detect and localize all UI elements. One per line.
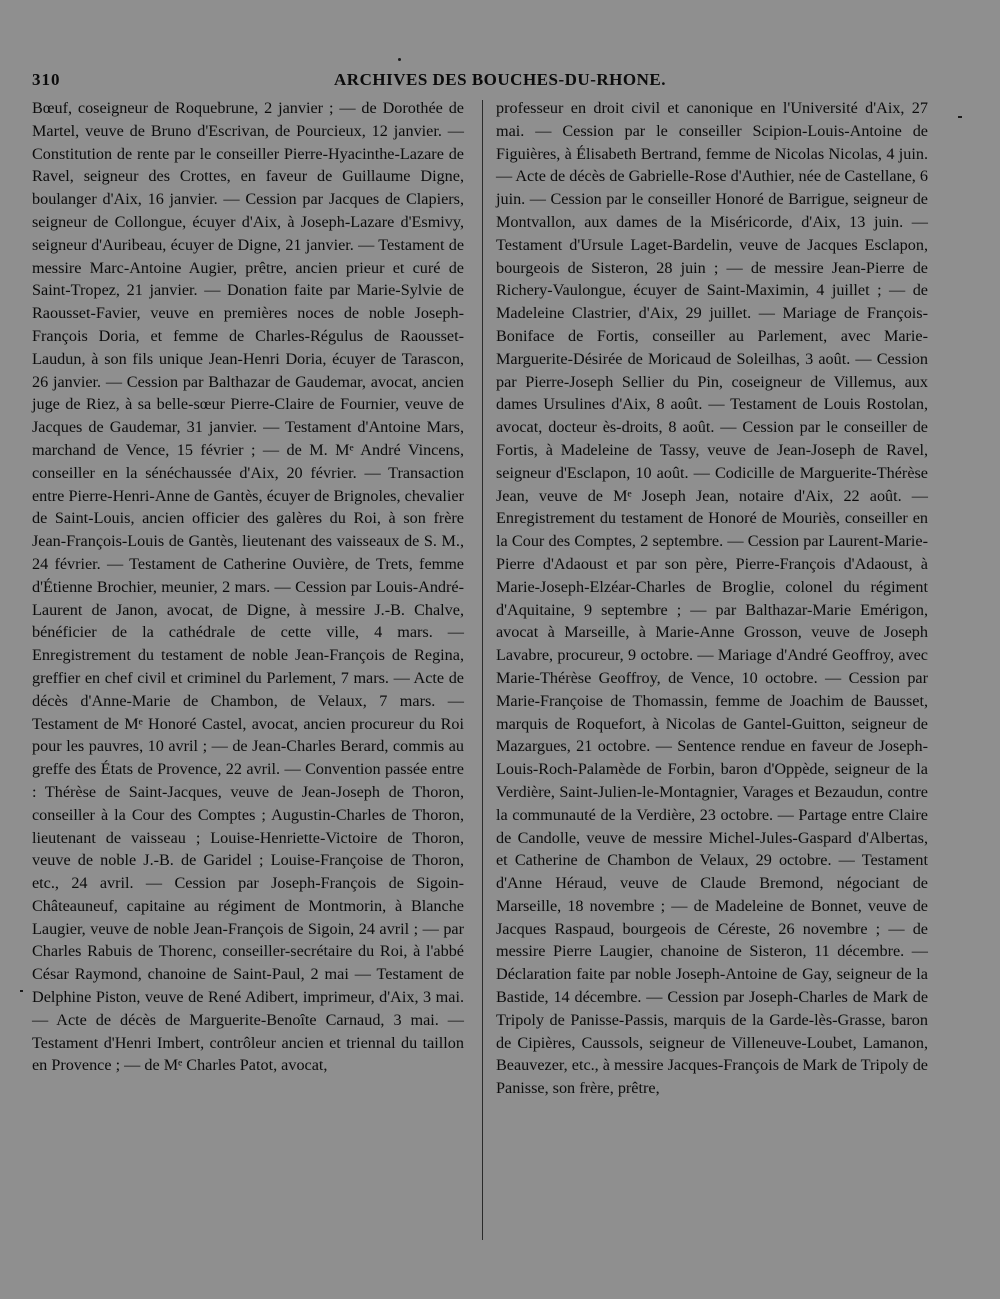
- ink-speck: [20, 990, 23, 992]
- ink-speck: [398, 58, 401, 61]
- ink-speck: [958, 116, 962, 118]
- text-column-left: [32, 97, 464, 1077]
- page-number: 310: [32, 70, 61, 89]
- entry-text-left: Bœuf, coseigneur de Roquebrune, 2 janvier ; — de Dorothée de Martel, veuve de Bruno d'Escrivan, de Pourcieux, 12 janvier. — Constitution de rente par le conseiller Pierre-Hyacinthe-Lazare de Ravel, seigneur des Crottes, en faveur de Guillaume Digne, boulanger d'Aix, 16 janvier. — Cession par Jacques de Clapiers, seigneur de Collongue, écuyer d'Aix, à Joseph-Lazare d'Esmivy, seigneur d'Auribeau, écuyer de Digne, 21 janvier. — Testament de messire Marc-Antoine Augier, prêtre, ancien prieur et curé de Saint-Tropez, 21 janvier. — Donation faite par Marie-Sylvie de Raousset-Favier, veuve en premières noces de noble Joseph-François Doria, et femme de Charles-Régulus de Raousset-Laudun, à son fils unique Jean-Henri Doria, écuyer de Tarascon, 26 janvier. — Cession par Balthazar de Gaudemar, avocat, ancien juge de Riez, à sa belle-sœur Pierre-Claire de Fournier, veuve de Jacques de Gaudemar, 31 janvier. — Testament d'Antoine Mars, marchand de Vence, 15 février ; — de M. Mᵉ André Vincens, conseiller en la sénéchaussée d'Aix, 20 février. — Transaction entre Pierre-Henri-Anne de Gantès, écuyer de Brignoles, chevalier de Saint-Louis, ancien officier des galères du Roi, à son frère Jean-François-Louis de Gantès, lieutenant des vaisseaux de S. M., 24 février. — Testament de Catherine Ouvière, de Trets, femme d'Étienne Brochier, meunier, 2 mars. — Cession par Louis-André-Laurent de Janon, avocat, de Digne, à messire J.-B. Chalve, bénéficier de la cathédrale de cette ville, 4 mars. — Enregistrement du testament de noble Jean-François de Regina, greffier en chef civil et criminel du Parlement, 7 mars. — Acte de décès d'Anne-Marie de Chambon, de Velaux, 7 mars. — Testament de Mᵉ Honoré Castel, avocat, ancien procureur du Roi pour les pauvres, 10 avril ; — de Jean-Charles Berard, commis au greffe des États de Provence, 22 avril. — Convention passée entre : Thérèse de Saint-Jacques, veuve de Jean-Joseph de Thoron, conseiller à la Cour des Comptes ; Augustin-Charles de Thoron, lieutenant de vaisseau ; Louise-Henriette-Victoire de Thoron, veuve de noble J.-B. de Garidel ; Louise-Françoise de Thoron, etc., 24 avril. — Cession par Joseph-François de Sigoin-Châteauneuf, capitaine au régiment de Montmorin, à Blanche Laugier, veuve de noble Jean-François de Sigoin, 24 avril ; — par Charles Rabuis de Thorenc, conseiller-secrétaire du Roi, à l'abbé César Raymond, chanoine de Saint-Paul, 2 mai — Testament de Delphine Piston, veuve de René Adibert, imprimeur, d'Aix, 3 mai. — Acte de décès de Marguerite-Benoîte Carnaud, 3 mai. — Testament d'Henri Imbert, contrôleur ancien et triennal du taillon en Provence ; — de Mᵉ Charles Patot, avocat,: [32, 99, 464, 1075]
- running-title: ARCHIVES DES BOUCHES-DU-RHONE.: [334, 70, 666, 89]
- column-divider: [482, 100, 483, 1240]
- text-column-right: [496, 97, 928, 1100]
- page-header: [32, 62, 968, 92]
- entry-text-right: professeur en droit civil et canonique en l'Université d'Aix, 27 mai. — Cession par le conseiller Scipion-Louis-Antoine de Figuières, à Élisabeth Bertrand, femme de Nicolas Nicolas, 4 juin. — Acte de décès de Gabrielle-Rose d'Authier, née de Castellane, 6 juin. — Cession par le conseiller Honoré de Barrigue, seigneur de Montvallon, aux dames de la Miséricorde, d'Aix, 13 juin. — Testament d'Ursule Laget-Bardelin, veuve de Jacques Esclapon, bourgeois de Sisteron, 28 juin ; — de messire Jean-Pierre de Richery-Vaulongue, écuyer de Saint-Maximin, 4 juillet ; — de Madeleine Clastrier, d'Aix, 29 juillet. — Mariage de François-Boniface de Fortis, conseiller au Parlement, avec Marie-Marguerite-Désirée de Moricaud de Soleilhas, 3 août. — Cession par Pierre-Joseph Sellier du Pin, coseigneur de Villemus, aux dames Ursulines d'Aix, 8 août. — Testament de Louis Rostolan, avocat, docteur ès-droits, 8 août. — Cession par le conseiller de Fortis, à Madeleine de Tassy, veuve de Jean-Joseph de Ravel, seigneur d'Esclapon, 10 août. — Codicille de Marguerite-Thérèse Jean, veuve de Mᵉ Joseph Jean, notaire d'Aix, 22 août. — Enregistrement du testament de Honoré de Mouriès, conseiller en la Cour des Comptes, 2 septembre. — Cession par Laurent-Marie-Pierre d'Adaoust et par son père, Pierre-François d'Adaoust, à Marie-Joseph-Elzéar-Charles de Broglie, colonel du régiment d'Aquitaine, 9 septembre ; — par Balthazar-Marie Emérigon, avocat à Marseille, à Marie-Anne Grosson, veuve de Joseph Lavabre, procureur, 9 octobre. — Mariage d'André Geoffroy, avec Marie-Thérèse Geoffroy, de Vence, 10 octobre. — Cession par Marie-Françoise de Thomassin, femme de Joachim de Bausset, marquis de Roquefort, à Nicolas de Gantel-Guitton, seigneur de Mazargues, 21 octobre. — Sentence rendue en faveur de Joseph-Louis-Roch-Palamède de Forbin, baron d'Oppède, seigneur de la Verdière, Saint-Julien-le-Montagnier, Varages et Bezaudun, contre la communauté de la Verdière, 23 octobre. — Partage entre Claire de Candolle, veuve de messire Michel-Jules-Gaspard d'Albertas, et Catherine de Chambon de Velaux, 29 octobre. — Testament d'Anne Héraud, veuve de Claude Bremond, négociant de Marseille, 18 novembre ; — de Madeleine de Bonnet, veuve de Jacques Raspaud, bourgeois de Céreste, 26 novembre ; — de messire Pierre Laugier, chanoine de Sisteron, 11 décembre. — Déclaration faite par noble Joseph-Antoine de Gay, seigneur de la Bastide, 14 décembre. — Cession par Joseph-Charles de Mark de Tripoly de Panisse-Passis, marquis de la Garde-lès-Grasse, baron de Cipières, Caussols, seigneur de Villeneuve-Loubet, Lamanon, Beauvezer, etc., à messire Jacques-François de Mark de Tripoly de Panisse, son frère, prêtre,: [496, 99, 928, 1098]
